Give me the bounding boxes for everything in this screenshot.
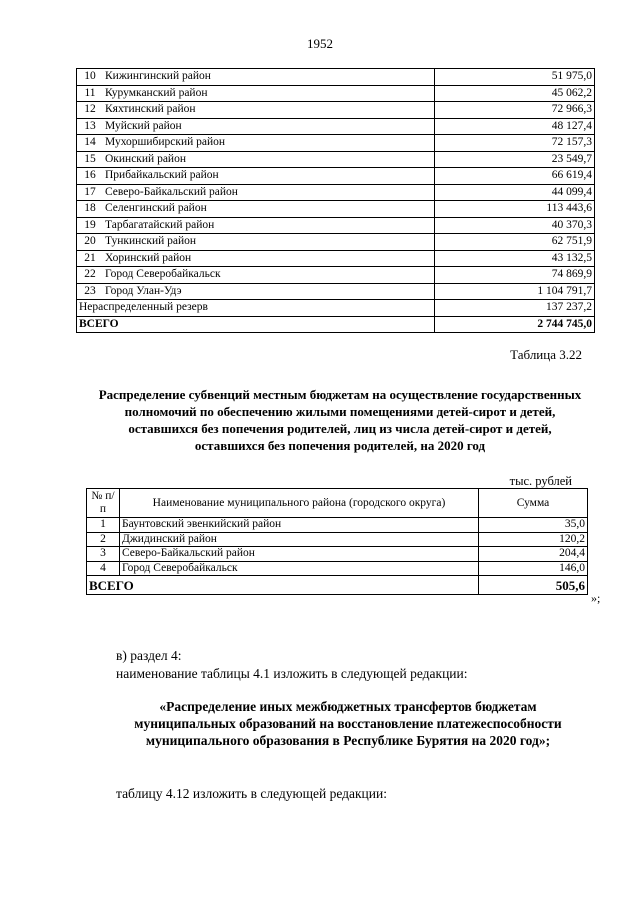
amount-value: 66 619,4 [435, 168, 595, 185]
municipality-name: Город Улан-Удэ [103, 283, 435, 300]
municipality-name: Тункинский район [103, 234, 435, 251]
table-title: Распределение субвенций местным бюджетам на осуществление государственных полномочий по обеспечению жилыми помещениями детей-сирот и детей, оставшихся без попечения родителей, лиц из числа детей-сирот и детей, оставшихся без попечения родителей, на 2020 год [98, 387, 582, 453]
table-row [77, 135, 595, 152]
table-row [77, 234, 595, 251]
row-number: 21 [77, 250, 104, 267]
table-row [87, 547, 588, 562]
allocation-table-continued [76, 68, 595, 333]
header-name: Наименование муниципального района (городского округа) [120, 489, 479, 518]
instruction-1: наименование таблицы 4.1 изложить в следующей редакции: [116, 666, 468, 681]
municipality-name: Кяхтинский район [103, 102, 435, 119]
municipality-name: Джидинский район [120, 532, 479, 547]
amount-value: 146,0 [479, 561, 588, 576]
municipality-name: Прибайкальский район [103, 168, 435, 185]
amount-value: 45 062,2 [435, 85, 595, 102]
table-row [77, 85, 595, 102]
total-row [87, 576, 588, 595]
header-sum: Сумма [479, 489, 588, 518]
total-label: ВСЕГО [77, 316, 435, 333]
municipality-name: Северо-Байкальский район [120, 547, 479, 562]
unit-label: тыс. рублей [509, 474, 572, 488]
table-caption: Таблица 3.22 [510, 347, 582, 362]
amount-value: 35,0 [479, 518, 588, 533]
row-number: 23 [77, 283, 104, 300]
closing-quote: »; [591, 591, 601, 605]
instruction-2: таблицу 4.12 изложить в следующей редакции: [116, 786, 387, 801]
row-number: 12 [77, 102, 104, 119]
municipality-name: Курумканский район [103, 85, 435, 102]
row-number: 10 [77, 69, 104, 86]
row-number: 22 [77, 267, 104, 284]
amount-value: 72 966,3 [435, 102, 595, 119]
amount-value: 113 443,6 [435, 201, 595, 218]
municipality-name: Баунтовский эвенкийский район [120, 518, 479, 533]
amount-value: 204,4 [479, 547, 588, 562]
municipality-name: Хоринский район [103, 250, 435, 267]
table-row [77, 69, 595, 86]
allocation-table-body [77, 69, 595, 333]
amount-value: 74 869,9 [435, 267, 595, 284]
header-num: № п/п [87, 489, 120, 518]
subvention-table [86, 488, 588, 595]
amount-value: 72 157,3 [435, 135, 595, 152]
table-row [77, 102, 595, 119]
amount-value: 1 104 791,7 [435, 283, 595, 300]
table-row [77, 217, 595, 234]
total-value: 2 744 745,0 [435, 316, 595, 333]
table-row [77, 168, 595, 185]
municipality-name: Кижингинский район [103, 69, 435, 86]
table-row [87, 561, 588, 576]
table-row [87, 532, 588, 547]
amount-value: 62 751,9 [435, 234, 595, 251]
new-title: «Распределение иных межбюджетных трансфертов бюджетам муниципальных образований на восстановление платежеспособности муниципального образования в Республике Бурятия на 2020 год»; [134, 699, 562, 748]
municipality-name: Северо-Байкальский район [103, 184, 435, 201]
row-number: 15 [77, 151, 104, 168]
total-value: 505,6 [479, 576, 588, 595]
amount-value: 43 132,5 [435, 250, 595, 267]
reserve-row [77, 300, 595, 317]
amount-value: 48 127,4 [435, 118, 595, 135]
amount-value: 51 975,0 [435, 69, 595, 86]
row-number: 17 [77, 184, 104, 201]
amount-value: 23 549,7 [435, 151, 595, 168]
row-number: 14 [77, 135, 104, 152]
row-number: 2 [87, 532, 120, 547]
table-row [77, 267, 595, 284]
municipality-name: Город Северобайкальск [103, 267, 435, 284]
page-number: 1952 [307, 36, 333, 51]
row-number: 1 [87, 518, 120, 533]
row-number: 19 [77, 217, 104, 234]
row-number: 3 [87, 547, 120, 562]
table-row [77, 283, 595, 300]
reserve-value: 137 237,2 [435, 300, 595, 317]
table-row [77, 201, 595, 218]
subvention-table-body [87, 518, 588, 595]
municipality-name: Окинский район [103, 151, 435, 168]
reserve-label: Нераспределенный резерв [77, 300, 435, 317]
amount-value: 120,2 [479, 532, 588, 547]
municipality-name: Селенгинский район [103, 201, 435, 218]
table-row [87, 518, 588, 533]
row-number: 16 [77, 168, 104, 185]
row-number: 20 [77, 234, 104, 251]
table-row [77, 250, 595, 267]
row-number: 18 [77, 201, 104, 218]
total-label: ВСЕГО [87, 576, 479, 595]
row-number: 11 [77, 85, 104, 102]
municipality-name: Тарбагатайский район [103, 217, 435, 234]
municipality-name: Город Северобайкальск [120, 561, 479, 576]
total-row [77, 316, 595, 333]
header-row [87, 489, 588, 518]
section-label: в) раздел 4: [116, 648, 182, 663]
table-row [77, 184, 595, 201]
municipality-name: Мухоршибирский район [103, 135, 435, 152]
row-number: 13 [77, 118, 104, 135]
row-number: 4 [87, 561, 120, 576]
table-row [77, 118, 595, 135]
amount-value: 44 099,4 [435, 184, 595, 201]
amount-value: 40 370,3 [435, 217, 595, 234]
table-row [77, 151, 595, 168]
municipality-name: Муйский район [103, 118, 435, 135]
